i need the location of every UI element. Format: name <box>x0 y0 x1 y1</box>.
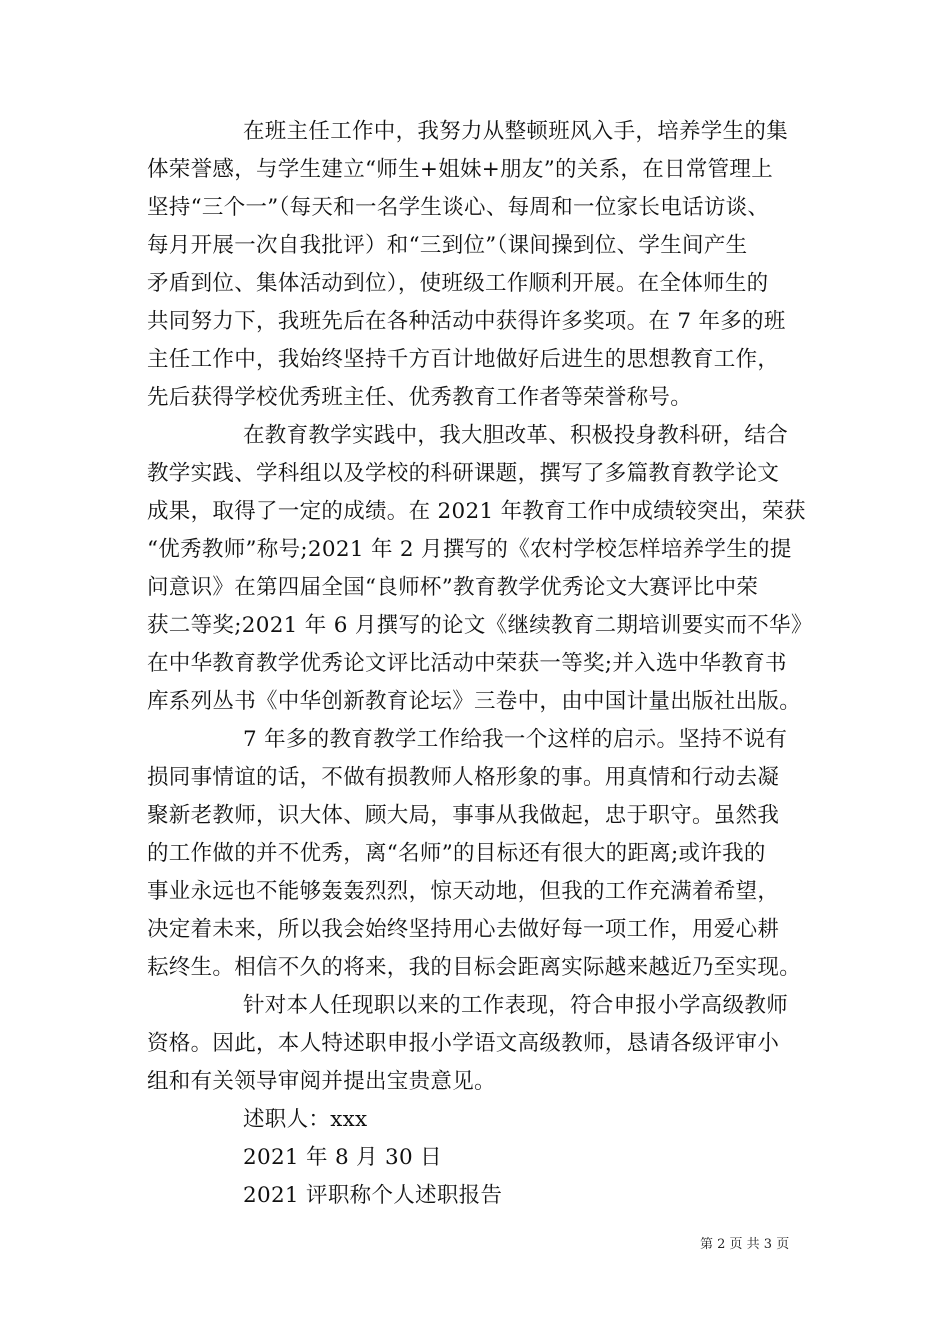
paragraph-line: 在班主任工作中，我努力从整顿班风入手，培养学生的集 <box>243 119 789 144</box>
paragraph-line: 7 年多的教育教学工作给我一个这样的启示。坚持不说有 <box>243 727 788 752</box>
signature-line: 述职人：xxx <box>243 1107 368 1132</box>
page-number: 第 2 页 共 3 页 <box>700 1237 790 1252</box>
paragraph-line: 损同事情谊的话，不做有损教师人格形象的事。用真情和行动去凝 <box>147 765 780 790</box>
document-body <box>147 113 813 1215</box>
paragraph-line: 事业永远也不能够轰轰烈烈，惊天动地，但我的工作充满着希望， <box>147 879 780 904</box>
paragraph-line: 组和有关领导审阅并提出宝贵意见。 <box>147 1069 496 1094</box>
paragraph-line: 共同努力下，我班先后在各种活动中获得许多奖项。在 7 年多的班 <box>147 309 786 334</box>
paragraph-line: 矛盾到位、集体活动到位），使班级工作顺利开展。在全体师生的 <box>147 271 769 296</box>
paragraph-line: 先后获得学校优秀班主任、优秀教育工作者等荣誉称号。 <box>147 385 693 410</box>
paragraph-line: “优秀教师”称号;2021 年 2 月撰写的《农村学校怎样培养学生的提 <box>147 537 792 562</box>
paragraph-line: 体荣誉感，与学生建立“师生+姐妹+朋友”的关系，在日常管理上 <box>147 157 774 182</box>
date-line: 2021 年 8 月 30 日 <box>243 1145 442 1170</box>
paragraph-line: 教学实践、学科组以及学校的科研课题，撰写了多篇教育教学论文 <box>147 461 780 486</box>
paragraph-line: 成果，取得了一定的成绩。在 2021 年教育工作中成绩较突出，荣获 <box>147 499 806 524</box>
paragraph-line: 主任工作中，我始终坚持千方百计地做好后进生的思想教育工作， <box>147 347 780 372</box>
paragraph-line: 的工作做的并不优秀，离“名师”的目标还有很大的距离;或许我的 <box>147 841 766 866</box>
paragraph-line: 获二等奖;2021 年 6 月撰写的论文《继续教育二期培训要实而不华》 <box>147 613 813 638</box>
paragraph-line: 资格。因此，本人特述职申报小学语文高级教师，恳请各级评审小 <box>147 1031 780 1056</box>
paragraph-line: 耘终生。相信不久的将来，我的目标会距离实际越来越近乃至实现。 <box>147 955 802 980</box>
next-title-line: 2021 评职称个人述职报告 <box>243 1183 503 1208</box>
paragraph-line: 针对本人任现职以来的工作表现，符合申报小学高级教师 <box>243 993 789 1018</box>
paragraph-line: 每月开展一次自我批评）和“三到位”（课间操到位、学生间产生 <box>147 233 748 258</box>
paragraph-line: 聚新老教师，识大体、顾大局，事事从我做起，忠于职守。虽然我 <box>147 803 780 828</box>
paragraph-line: 坚持“三个一”（每天和一名学生谈心、每周和一位家长电话访谈、 <box>147 195 770 220</box>
paragraph-line: 在教育教学实践中，我大胆改革、积极投身教科研，结合 <box>243 423 789 448</box>
paragraph-line: 决定着未来，所以我会始终坚持用心去做好每一项工作，用爱心耕 <box>147 917 780 942</box>
paragraph-line: 库系列丛书《中华创新教育论坛》三卷中，由中国计量出版社出版。 <box>147 689 802 714</box>
paragraph-line: 在中华教育教学优秀论文评比活动中荣获一等奖;并入选中华教育书 <box>147 651 787 676</box>
paragraph-line: 问意识》在第四届全国“良师杯”教育教学优秀论文大赛评比中荣 <box>147 575 759 600</box>
